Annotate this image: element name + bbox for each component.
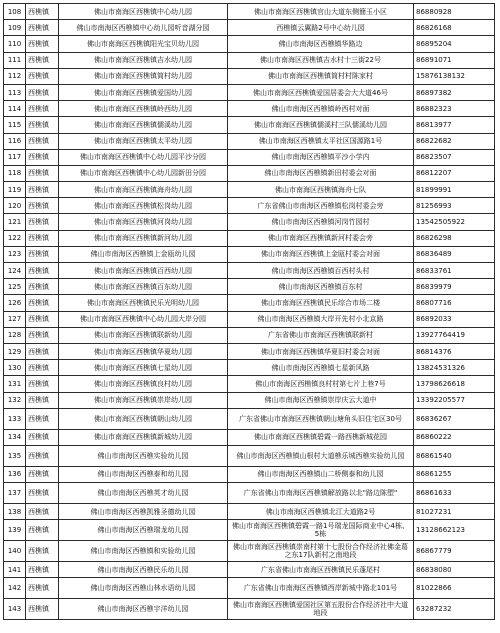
- phone-cell: 86814376: [414, 343, 495, 359]
- town-cell: 西樵镇: [26, 52, 59, 68]
- address-cell: 广东省佛山市南海区西樵镇民乐蓬尾村: [228, 562, 414, 578]
- town-cell: 西樵镇: [26, 376, 59, 392]
- address-cell: 佛山市南海区西樵镇崇南村第十七股份合作经济社佛金葛之东17队新村之南地段: [228, 541, 414, 562]
- address-cell: 佛山市南海区西樵镇华夏旧村委会对面: [228, 343, 414, 359]
- address-cell: 佛山市南海区西樵镇太平社区国源路1号: [228, 133, 414, 149]
- address-cell: 佛山市南海区西樵镇上金瓯村委会对面: [228, 246, 414, 262]
- phone-cell: 15876138132: [414, 68, 495, 84]
- phone-cell: 13798626618: [414, 376, 495, 392]
- kindergarten-name-cell: 佛山市南海区西樵镇中心幼儿园平沙分园: [59, 149, 228, 165]
- table-row: [4, 343, 495, 359]
- table-row: [4, 182, 495, 198]
- address-cell: 佛山市南海区西樵镇海舟七队: [228, 182, 414, 198]
- address-cell: 广东省佛山市南海区西樵镇联新村: [228, 327, 414, 343]
- phone-cell: 86839979: [414, 279, 495, 295]
- table-row: [4, 68, 495, 84]
- kindergarten-name-cell: 佛山市南海区西樵镇阳光宝贝幼儿园: [59, 36, 228, 52]
- town-cell: 西樵镇: [26, 133, 59, 149]
- table-row: [4, 429, 495, 445]
- row-number-cell: 132: [4, 392, 26, 408]
- row-number-cell: 120: [4, 198, 26, 214]
- row-number-cell: 136: [4, 466, 26, 482]
- row-number-cell: 110: [4, 36, 26, 52]
- row-number-cell: 119: [4, 182, 26, 198]
- town-cell: 西樵镇: [26, 483, 59, 504]
- address-cell: 佛山市南海区西樵镇岭西村对面: [228, 101, 414, 117]
- kindergarten-name-cell: 佛山市南海区西樵镇七星幼儿园: [59, 360, 228, 376]
- address-cell: 佛山市南海区西樵镇爱国居委会大大道46号: [228, 84, 414, 100]
- town-cell: 西樵镇: [26, 214, 59, 230]
- table-body: [4, 4, 495, 620]
- row-number-cell: 127: [4, 311, 26, 327]
- row-number-cell: 131: [4, 376, 26, 392]
- phone-cell: 63287232: [414, 599, 495, 620]
- row-number-cell: 135: [4, 445, 26, 466]
- kindergarten-name-cell: 佛山市南海区西樵实验幼儿园: [59, 445, 228, 466]
- kindergarten-name-cell: 佛山市南海区西樵瑞龙幼儿园: [59, 520, 228, 541]
- phone-cell: 86880928: [414, 4, 495, 20]
- row-number-cell: 125: [4, 279, 26, 295]
- address-cell: 佛山市南海区西樵镇河岗竹园村: [228, 214, 414, 230]
- table-row: [4, 20, 495, 36]
- kindergarten-name-cell: 佛山市南海区西樵镇儒溪幼儿园: [59, 117, 228, 133]
- phone-cell: 86807716: [414, 295, 495, 311]
- table-row: [4, 279, 495, 295]
- town-cell: 西樵镇: [26, 578, 59, 599]
- row-number-cell: 128: [4, 327, 26, 343]
- kindergarten-name-cell: 佛山市南海区西樵镇上金瓯幼儿园: [59, 246, 228, 262]
- row-number-cell: 130: [4, 360, 26, 376]
- table-row: [4, 36, 495, 52]
- phone-cell: 86826298: [414, 230, 495, 246]
- row-number-cell: 116: [4, 133, 26, 149]
- town-cell: 西樵镇: [26, 520, 59, 541]
- phone-cell: 86823507: [414, 149, 495, 165]
- address-cell: 佛山市南海区西樵镇爱国社区第五股份合作经济社中大道地段: [228, 599, 414, 620]
- row-number-cell: 143: [4, 599, 26, 620]
- town-cell: 西樵镇: [26, 295, 59, 311]
- town-cell: 西樵镇: [26, 599, 59, 620]
- row-number-cell: 117: [4, 149, 26, 165]
- town-cell: 西樵镇: [26, 68, 59, 84]
- table-row: [4, 149, 495, 165]
- phone-cell: 86895204: [414, 36, 495, 52]
- row-number-cell: 122: [4, 230, 26, 246]
- town-cell: 西樵镇: [26, 445, 59, 466]
- phone-cell: 86891071: [414, 52, 495, 68]
- table-row: [4, 578, 495, 599]
- kindergarten-list-table: [3, 3, 495, 620]
- town-cell: 西樵镇: [26, 263, 59, 279]
- row-number-cell: 123: [4, 246, 26, 262]
- phone-cell: 81022866: [414, 578, 495, 599]
- phone-cell: 86861255: [414, 466, 495, 482]
- row-number-cell: 141: [4, 562, 26, 578]
- table-row: [4, 408, 495, 429]
- table-row: [4, 133, 495, 149]
- kindergarten-name-cell: 佛山市南海区西樵镇中心幼儿园: [59, 4, 228, 20]
- kindergarten-name-cell: 佛山市南海区西樵镇中心幼儿园大岸分园: [59, 311, 228, 327]
- kindergarten-name-cell: 佛山市南海区西樵凯雅圣德幼儿园: [59, 504, 228, 520]
- phone-cell: 81256993: [414, 198, 495, 214]
- kindergarten-name-cell: 佛山市南海区西樵镇海舟幼儿园: [59, 182, 228, 198]
- table-row: [4, 376, 495, 392]
- kindergarten-name-cell: 佛山市南海区西樵民乐幼儿园: [59, 562, 228, 578]
- table-row: [4, 360, 495, 376]
- kindergarten-name-cell: 佛山市南海区西樵英才幼儿园: [59, 483, 228, 504]
- address-cell: 广东省佛山市南海区西樵镇解放路以北"路边陈塱": [228, 483, 414, 504]
- phone-cell: 86813977: [414, 117, 495, 133]
- phone-cell: 86860222: [414, 429, 495, 445]
- address-cell: 佛山市南海区西樵镇民乐综合市场二楼: [228, 295, 414, 311]
- phone-cell: 81027231: [414, 504, 495, 520]
- town-cell: 西樵镇: [26, 311, 59, 327]
- kindergarten-name-cell: 佛山市南海区西樵镇新河幼儿园: [59, 230, 228, 246]
- row-number-cell: 134: [4, 429, 26, 445]
- row-number-cell: 133: [4, 408, 26, 429]
- row-number-cell: 142: [4, 578, 26, 599]
- table-row: [4, 101, 495, 117]
- town-cell: 西樵镇: [26, 4, 59, 20]
- kindergarten-name-cell: 佛山市南海区西樵镇新城幼儿园: [59, 429, 228, 445]
- town-cell: 西樵镇: [26, 429, 59, 445]
- kindergarten-name-cell: 佛山市南海区西樵镇岭西幼儿园: [59, 101, 228, 117]
- address-cell: 佛山市南海区西樵镇碧霞一路西樵新城花园: [228, 429, 414, 445]
- kindergarten-name-cell: 佛山市南海区西樵镇百东幼儿园: [59, 279, 228, 295]
- row-number-cell: 118: [4, 165, 26, 181]
- address-cell: 佛山市南海区西樵镇新河村委会旁: [228, 230, 414, 246]
- phone-cell: 86892033: [414, 311, 495, 327]
- table-row: [4, 483, 495, 504]
- table-row: [4, 198, 495, 214]
- phone-cell: 13927764419: [414, 327, 495, 343]
- phone-cell: 86836489: [414, 246, 495, 262]
- table-row: [4, 165, 495, 181]
- table-row: [4, 84, 495, 100]
- address-cell: 佛山市南海区西樵镇儒溪村三队儒溪幼儿园: [228, 117, 414, 133]
- table-row: [4, 327, 495, 343]
- town-cell: 西樵镇: [26, 408, 59, 429]
- kindergarten-name-cell: 佛山市南海区西樵宇洋幼儿园: [59, 599, 228, 620]
- table-row: [4, 117, 495, 133]
- address-cell: 佛山市南海区西樵镇良村村第七片上巷7号: [228, 376, 414, 392]
- town-cell: 西樵镇: [26, 504, 59, 520]
- address-cell: 佛山市南海区西樵镇官山大道东侧簡玉小区: [228, 4, 414, 20]
- town-cell: 西樵镇: [26, 541, 59, 562]
- kindergarten-name-cell: 佛山市南海区西樵镇爱国幼儿园: [59, 84, 228, 100]
- row-number-cell: 129: [4, 343, 26, 359]
- town-cell: 西樵镇: [26, 149, 59, 165]
- address-cell: 广东省佛山市南海区西樵镇松岗村委会旁: [228, 198, 414, 214]
- address-cell: 佛山市南海区西樵镇百西村头村: [228, 263, 414, 279]
- kindergarten-name-cell: 佛山市南海区西樵镇良村幼儿园: [59, 376, 228, 392]
- row-number-cell: 112: [4, 68, 26, 84]
- row-number-cell: 140: [4, 541, 26, 562]
- address-cell: 广东省佛山市南海区西樵镇朝山塘角头旧住宅区30号: [228, 408, 414, 429]
- town-cell: 西樵镇: [26, 84, 59, 100]
- town-cell: 西樵镇: [26, 466, 59, 482]
- town-cell: 西樵镇: [26, 562, 59, 578]
- table-row: [4, 4, 495, 20]
- kindergarten-name-cell: 佛山市南海区西樵镇松岗幼儿园: [59, 198, 228, 214]
- table-row: [4, 541, 495, 562]
- kindergarten-name-cell: 佛山市南海区西樵镇百西幼儿园: [59, 263, 228, 279]
- town-cell: 西樵镇: [26, 20, 59, 36]
- kindergarten-name-cell: 佛山市南海区西樵镇联新幼儿园: [59, 327, 228, 343]
- kindergarten-name-cell: 佛山市南海区西樵山林水语幼儿园: [59, 578, 228, 599]
- address-cell: 广东省佛山市南海区西樵镇西岸新城中路北101号: [228, 578, 414, 599]
- phone-cell: 86826168: [414, 20, 495, 36]
- table-row: [4, 295, 495, 311]
- table-row: [4, 466, 495, 482]
- town-cell: 西樵镇: [26, 198, 59, 214]
- address-cell: 佛山市南海区西樵镇七星新风路: [228, 360, 414, 376]
- phone-cell: 13542505922: [414, 214, 495, 230]
- table-row: [4, 214, 495, 230]
- phone-cell: 86812207: [414, 165, 495, 181]
- town-cell: 西樵镇: [26, 165, 59, 181]
- address-cell: 佛山市南海区西樵镇山根村大道樵乐城西樵实验幼儿园: [228, 445, 414, 466]
- row-number-cell: 114: [4, 101, 26, 117]
- town-cell: 西樵镇: [26, 182, 59, 198]
- phone-cell: 86822682: [414, 133, 495, 149]
- table-row: [4, 230, 495, 246]
- row-number-cell: 111: [4, 52, 26, 68]
- phone-cell: 86838080: [414, 562, 495, 578]
- kindergarten-name-cell: 佛山市南海区西樵镇中心幼儿园听音湖分园: [59, 20, 228, 36]
- address-cell: 佛山市南海区西樵镇北江大道路2号: [228, 504, 414, 520]
- town-cell: 西樵镇: [26, 327, 59, 343]
- address-cell: 佛山市南海区西樵镇吉水村十三街22号: [228, 52, 414, 68]
- phone-cell: 13824531326: [414, 360, 495, 376]
- address-cell: 佛山市南海区西樵镇崇岸庆云大道中: [228, 392, 414, 408]
- row-number-cell: 137: [4, 483, 26, 504]
- table-row: [4, 263, 495, 279]
- phone-cell: 86836267: [414, 408, 495, 429]
- kindergarten-name-cell: 佛山市南海区西樵镇崇岸幼儿园: [59, 392, 228, 408]
- table-row: [4, 311, 495, 327]
- address-cell: 佛山市南海区西樵镇大岸开先村小北京路: [228, 311, 414, 327]
- kindergarten-name-cell: 佛山市南海区西樵镇朝山幼儿园: [59, 408, 228, 429]
- town-cell: 西樵镇: [26, 392, 59, 408]
- address-cell: 佛山市南海区西樵镇华路边: [228, 36, 414, 52]
- phone-cell: 86861540: [414, 445, 495, 466]
- kindergarten-name-cell: 佛山市南海区西樵镇民乐光明幼儿园: [59, 295, 228, 311]
- row-number-cell: 138: [4, 504, 26, 520]
- address-cell: 西樵镇云翼路2号中心幼儿园: [228, 20, 414, 36]
- row-number-cell: 113: [4, 84, 26, 100]
- table-row: [4, 599, 495, 620]
- town-cell: 西樵镇: [26, 36, 59, 52]
- town-cell: 西樵镇: [26, 246, 59, 262]
- table-row: [4, 246, 495, 262]
- phone-cell: 81899991: [414, 182, 495, 198]
- phone-cell: 86833761: [414, 263, 495, 279]
- kindergarten-name-cell: 佛山市南海区西樵泰和幼儿园: [59, 466, 228, 482]
- row-number-cell: 115: [4, 117, 26, 133]
- town-cell: 西樵镇: [26, 279, 59, 295]
- kindergarten-name-cell: 佛山市南海区西樵镇太平幼儿园: [59, 133, 228, 149]
- kindergarten-name-cell: 佛山市南海区西樵镇和实验幼儿园: [59, 541, 228, 562]
- phone-cell: 13392205577: [414, 392, 495, 408]
- town-cell: 西樵镇: [26, 230, 59, 246]
- row-number-cell: 139: [4, 520, 26, 541]
- phone-cell: 86882323: [414, 101, 495, 117]
- town-cell: 西樵镇: [26, 360, 59, 376]
- address-cell: 佛山市南海区西樵镇平沙小学内: [228, 149, 414, 165]
- row-number-cell: 108: [4, 4, 26, 20]
- address-cell: 佛山市南海区西樵镇百东村: [228, 279, 414, 295]
- row-number-cell: 124: [4, 263, 26, 279]
- town-cell: 西樵镇: [26, 117, 59, 133]
- table-row: [4, 445, 495, 466]
- phone-cell: 13128662123: [414, 520, 495, 541]
- town-cell: 西樵镇: [26, 101, 59, 117]
- table-row: [4, 562, 495, 578]
- address-cell: 佛山市南海区西樵镇碧霞一路1号瑞龙国际商业中心4栋、5栋: [228, 520, 414, 541]
- kindergarten-name-cell: 佛山市南海区西樵镇吉水幼儿园: [59, 52, 228, 68]
- kindergarten-name-cell: 佛山市南海区西樵镇河岗幼儿园: [59, 214, 228, 230]
- table-row: [4, 392, 495, 408]
- table-row: [4, 52, 495, 68]
- phone-cell: 86867779: [414, 541, 495, 562]
- table-row: [4, 504, 495, 520]
- row-number-cell: 121: [4, 214, 26, 230]
- table-row: [4, 520, 495, 541]
- phone-cell: 86861633: [414, 483, 495, 504]
- kindergarten-name-cell: 佛山市南海区西樵镇中心幼儿园新田分园: [59, 165, 228, 181]
- town-cell: 西樵镇: [26, 343, 59, 359]
- row-number-cell: 126: [4, 295, 26, 311]
- phone-cell: 86897382: [414, 84, 495, 100]
- address-cell: 佛山市南海区西樵镇新田村委会对面: [228, 165, 414, 181]
- address-cell: 佛山市南海区西樵镇山二桥侧泰和幼儿园: [228, 466, 414, 482]
- kindergarten-name-cell: 佛山市南海区西樵镇华夏幼儿园: [59, 343, 228, 359]
- kindergarten-name-cell: 佛山市南海区西樵镇简村幼儿园: [59, 68, 228, 84]
- address-cell: 佛山市南海区西樵镇简村村陈家村: [228, 68, 414, 84]
- row-number-cell: 109: [4, 20, 26, 36]
